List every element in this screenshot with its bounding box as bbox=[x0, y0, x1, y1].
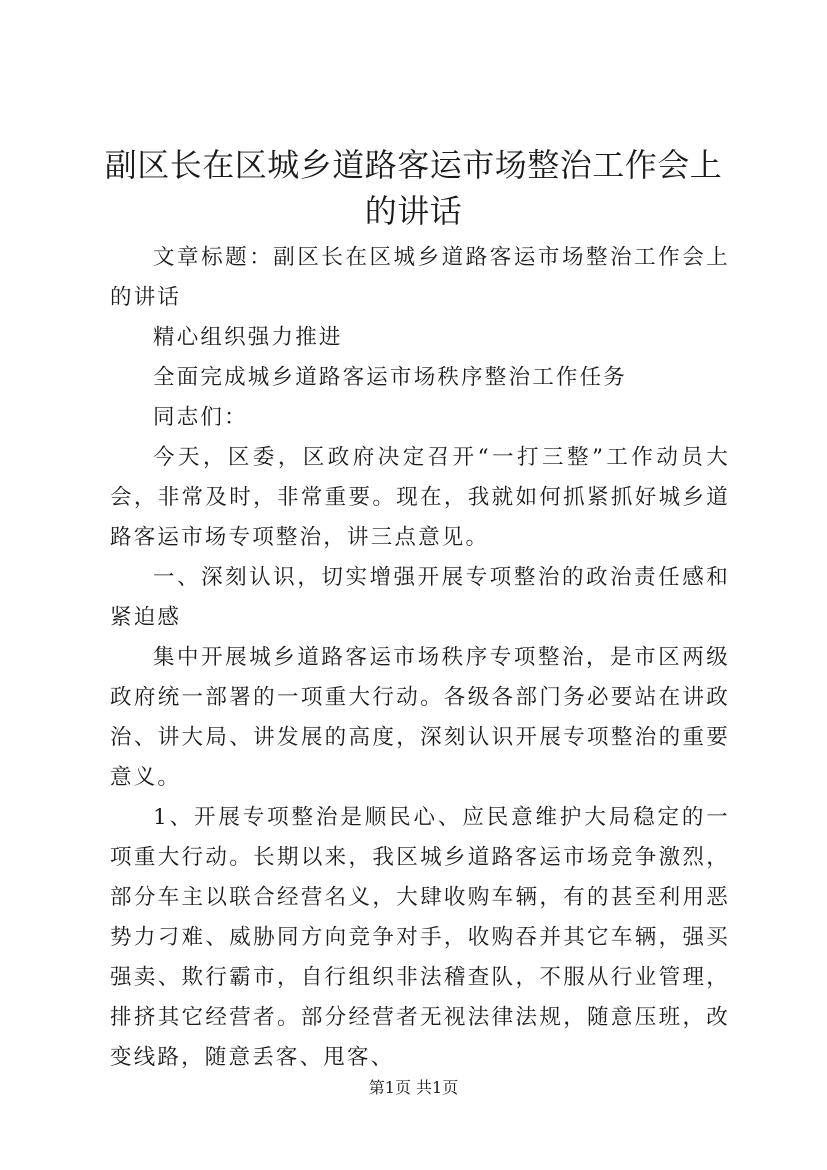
paragraph-subtitle-2: 全面完成城乡道路客运市场秩序整治工作任务 bbox=[153, 365, 628, 390]
document-title: 副区长在区城乡道路客运市场整治工作会上的讲话 bbox=[104, 146, 723, 230]
paragraph-article-title: 文章标题：副区长在区城乡道路客运市场整治工作会上的讲话 bbox=[110, 245, 730, 310]
document-body bbox=[110, 238, 730, 1078]
paragraph-salutation: 同志们： bbox=[153, 405, 248, 430]
paragraph-heading-1: 一、深刻认识，切实增强开展专项整治的政治责任感和紧迫感 bbox=[110, 565, 730, 630]
paragraph-body-1: 集中开展城乡道路客运市场秩序专项整治，是市区两级政府统一部署的一项重大行动。各级各部门务必要站在讲政治、讲大局、讲发展的高度，深刻认识开展专项整治的重要意义。 bbox=[110, 645, 730, 790]
page-footer: 第1页 共1页 bbox=[368, 1078, 459, 1097]
paragraph-subtitle-1: 精心组织强力推进 bbox=[153, 325, 343, 350]
paragraph-body-2: 1、开展专项整治是顺民心、应民意维护大局稳定的一项重大行动。长期以来，我区城乡道路客运市场竞争激烈，部分车主以联合经营名义，大肆收购车辆，有的甚至利用恶势力刁难、威胁同方向竞争对手，收购吞并其它车辆，强买强卖、欺行霸市，自行组织非法稽查队，不服从行业管理，排挤其它经营者。部分经营者无视法律法规，随意压班，改变线路，随意丢客、甩客、 bbox=[110, 805, 730, 1070]
paragraph-intro: 今天，区委，区政府决定召开“一打三整”工作动员大会，非常及时，非常重要。现在，我就如何抓紧抓好城乡道路客运市场专项整治，讲三点意见。 bbox=[110, 445, 730, 550]
